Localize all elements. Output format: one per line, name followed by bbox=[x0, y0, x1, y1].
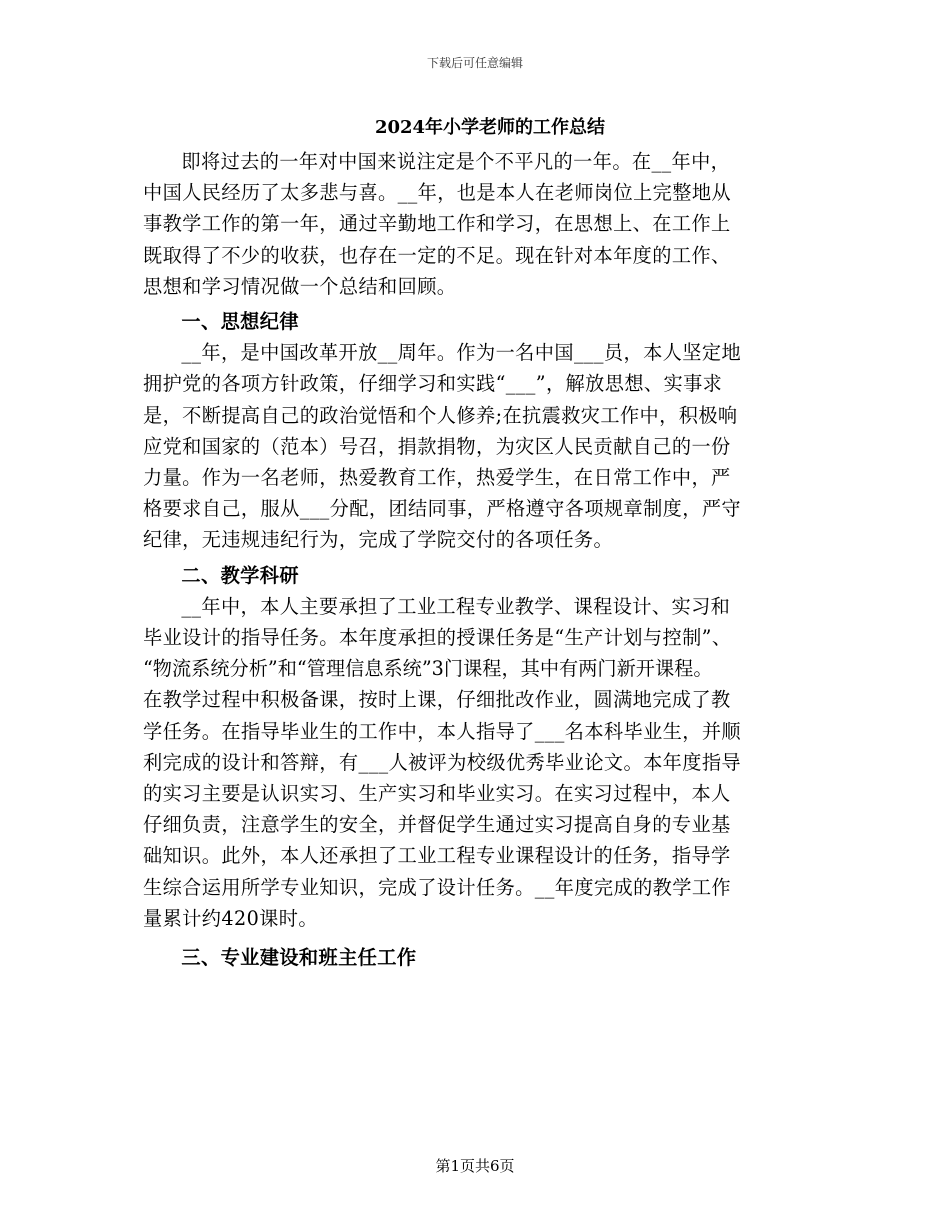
section-heading-teaching: 二、教学科研 bbox=[181, 563, 299, 587]
document-title: 2024年小学老师的工作总结 bbox=[374, 117, 606, 138]
intro-line: 既取得了不少的收获，也存在一定的不足。现在针对本年度的工作、 bbox=[143, 243, 731, 267]
intro-paragraph bbox=[143, 146, 823, 302]
section2-line: 在教学过程中积极备课，按时上课，仔细批改作业，圆满地完成了教 bbox=[143, 688, 731, 712]
section-heading-major-building: 三、专业建设和班主任工作 bbox=[181, 946, 417, 970]
page-footer: 第1页共6页 bbox=[435, 1157, 515, 1175]
section2-line: 础知识。此外，本人还承担了工业工程专业课程设计的任务，指导学 bbox=[143, 844, 731, 868]
section2-line: “物流系统分析”和“管理信息系统”3门课程，其中有两门新开课程。 bbox=[143, 657, 713, 681]
document-body bbox=[143, 112, 823, 973]
section1-line: 纪律，无违规违纪行为，完成了学院交付的各项任务。 bbox=[143, 528, 614, 552]
intro-line: 事教学工作的第一年，通过辛勤地工作和学习，在思想上、在工作上 bbox=[143, 212, 731, 236]
section1-line: 格要求自己，服从___分配，团结同事，严格遵守各项规章制度，严守 bbox=[143, 497, 742, 521]
section1-line: 力量。作为一名老师，热爱教育工作，热爱学生，在日常工作中，严 bbox=[143, 466, 731, 490]
section2-line: __年中，本人主要承担了工业工程专业教学、课程设计、实习和 bbox=[181, 594, 731, 618]
section1-paragraph bbox=[143, 337, 823, 555]
section1-line: 应党和国家的（范本）号召，捐款捐物，为灾区人民贡献自己的一份 bbox=[143, 434, 731, 458]
intro-line: 即将过去的一年对中国来说注定是个不平凡的一年。在__年中， bbox=[181, 150, 731, 173]
section1-line: __年，是中国改革开放__周年。作为一名中国___员，本人坚定地 bbox=[181, 341, 742, 365]
header-note: 下载后可任意编辑 bbox=[426, 56, 523, 70]
section-heading-ideology: 一、思想纪律 bbox=[181, 310, 299, 334]
section2-line: 的实习主要是认识实习、生产实习和毕业实习。在实习过程中，本人 bbox=[143, 782, 731, 806]
section1-line: 拥护党的各项方针政策，仔细学习和实践“___”，解放思想、实事求 bbox=[143, 372, 723, 396]
section2-line: 利完成的设计和答辩，有___人被评为校级优秀毕业论文。本年度指导 bbox=[143, 750, 742, 774]
section2-line: 量累计约420课时。 bbox=[143, 906, 318, 930]
section2-line: 仔细负责，注意学生的安全，并督促学生通过实习提高自身的专业基 bbox=[143, 813, 731, 837]
section1-line: 是，不断提高自己的政治觉悟和个人修养;在抗震救灾工作中，积极响 bbox=[143, 403, 738, 427]
intro-line: 中国人民经历了太多悲与喜。__年，也是本人在老师岗位上完整地从 bbox=[143, 181, 732, 205]
section2-line: 学任务。在指导毕业生的工作中，本人指导了___名本科毕业生，并顺 bbox=[143, 719, 742, 743]
section2-paragraph bbox=[143, 591, 823, 934]
intro-line: 思想和学习情况做一个总结和回顾。 bbox=[143, 274, 457, 298]
section2-line: 毕业设计的指导任务。本年度承担的授课任务是“生产计划与控制”、 bbox=[143, 626, 732, 650]
section2-line: 生综合运用所学专业知识，完成了设计任务。__年度完成的教学工作 bbox=[143, 875, 732, 899]
